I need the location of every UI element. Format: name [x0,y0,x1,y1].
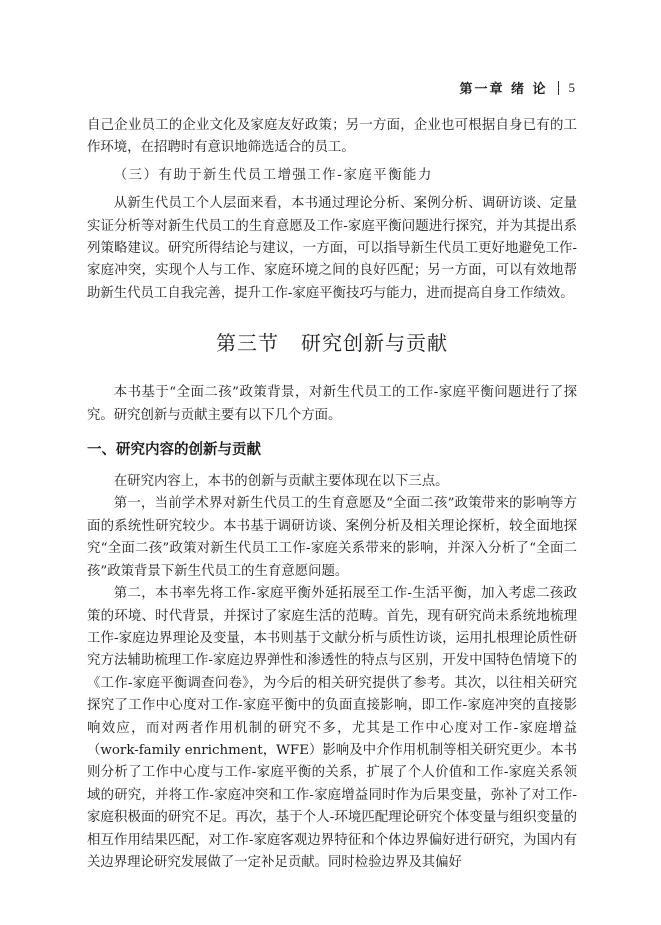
header-divider [558,81,559,95]
section-title: 研究创新与贡献 [301,331,448,356]
heading-content-innovation: 一、研究内容的创新与贡献 [87,442,261,459]
paragraph-section-intro: 本书基于“全面二孩”政策背景，对新生代员工的工作-家庭平衡问题进行了探究。研究创新与贡献主要有以下几个方面。 [87,385,577,423]
section-heading [87,327,577,356]
paragraph-individual-level: 从新生代员工个人层面来看，本书通过理论分析、案例分析、调研访谈、定量实证分析等对新生代员工的生育意愿及工作-家庭平衡问题进行探究，并为其提出系列策略建议。研究所得结论与建议，一方面，可以指导新生代员工更好地避免工作-家庭冲突，实现个人与工作、家庭环境之间的良好匹配；另一方面，可以有效地帮助新生代员工自我完善，提升工作-家庭平衡技巧与能力，进而提高自身工作绩效。 [87,196,577,301]
paragraph-content-intro: 在研究内容上，本书的创新与贡献主要体现在以下三点。 [113,474,449,490]
paragraph-second-point: 第二，本书率先将工作-家庭平衡外延拓展至工作-生活平衡，加入考虑二孩政策的环境、时代背景，并探讨了家庭生活的范畴。首先，现有研究尚未系统地梳理工作-家庭边界理论及变量，本书则基于文献分析与质性访谈，运用扎根理论质性研究方法辅助梳理工作-家庭边界弹性和渗透性的特点与区别，开发中国特色情境下的《工作-家庭平衡调查问卷》，为今后的相关研究提供了参考。其次，以往相关研究探究了工作中心度对工作-家庭平衡中的负面直接影响，即工作-家庭冲突的直接影响效应，而对两者作用机制的研究不多，尤其是工作中心度对工作-家庭增益（work-family enrichment，WFE）影响及中介作用机制等相关研究更少。本书则分析了工作中心度与工作-家庭平衡的关系，扩展了个人价值和工作-家庭关系领域的研究，并将工作-家庭冲突和工作-家庭增益同时作为后果变量，弥补了对工作-家庭积极面的研究不足。再次，基于个人-环境匹配理论研究个体变量与组织变量的相互作用结果匹配，对工作-家庭客观边界特征和个体边界偏好进行研究，为国内有关边界理论研究发展做了一定补足贡献。同时检验边界及其偏好 [87,586,577,870]
section-number: 第三节 [216,331,279,356]
paragraph-continued: 自己企业员工的企业文化及家庭友好政策；另一方面，企业也可根据自身已有的工作环境，在招聘时有意识地筛选适合的员工。 [87,118,577,156]
chapter-title: 第一章 绪 论 [459,82,548,97]
page-number: 5 [568,79,575,95]
paragraph-first-point: 第一，当前学术界对新生代员工的生育意愿及“全面二孩”政策带来的影响等方面的系统性研究较少。本书基于调研访谈、案例分析及相关理论探析，较全面地探究“全面二孩”政策对新生代员工工作-家庭关系带来的影响，并深入分析了“全面二孩”政策背景下新生代员工的生育意愿问题。 [87,496,577,579]
subheading-three: （三）有助于新生代员工增强工作-家庭平衡能力 [113,167,433,183]
page-body [87,115,577,874]
running-head [459,78,575,97]
